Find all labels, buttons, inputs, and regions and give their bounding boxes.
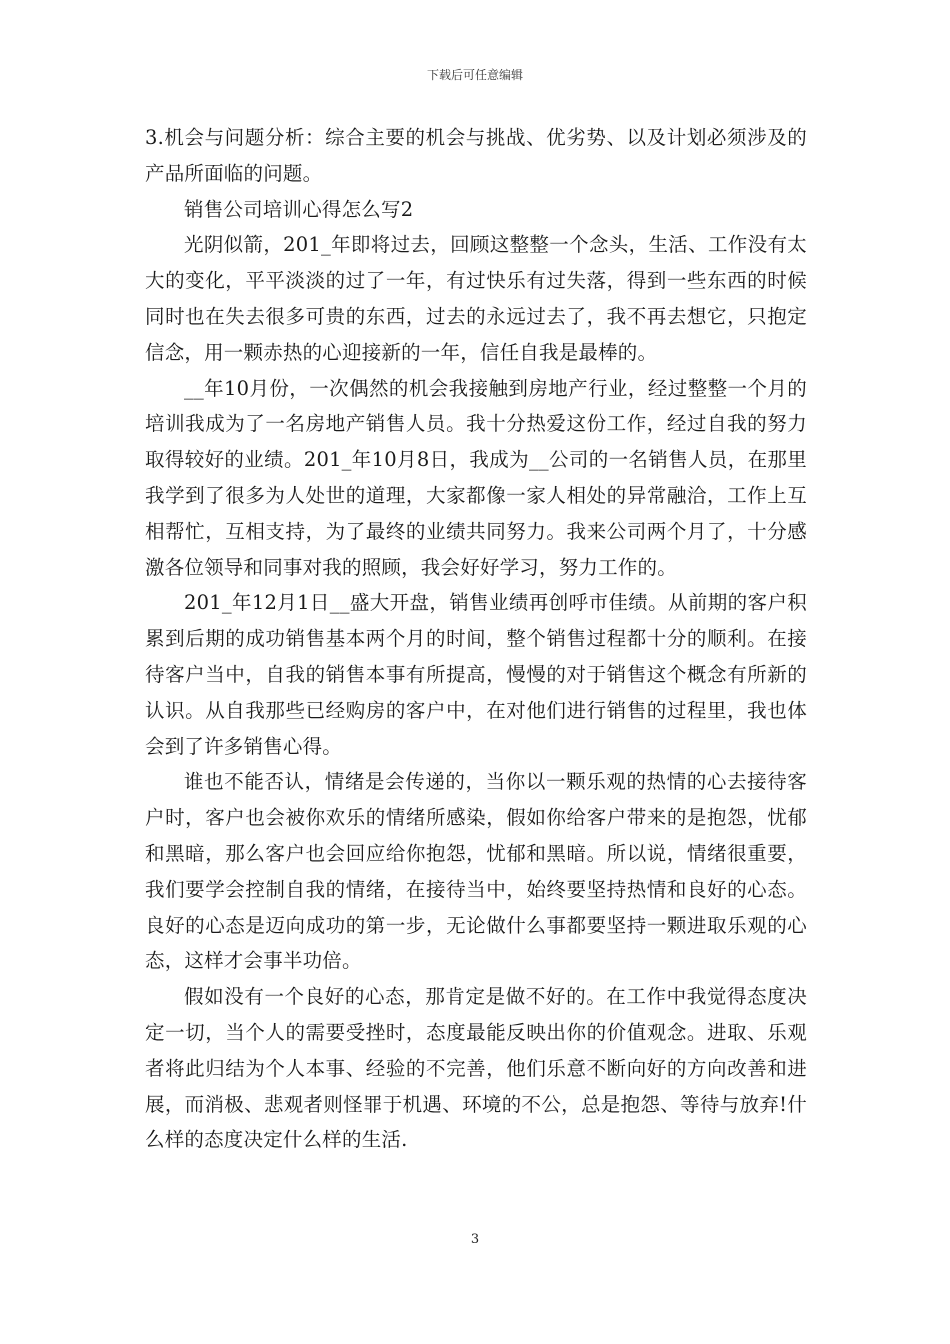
document-body (145, 120, 807, 1158)
section-heading: 销售公司培训心得怎么写2 (184, 197, 414, 221)
paragraph-intro: 光阴似箭，201_年即将过去，回顾这整整一个念头，生活、工作没有太大的变化，平平淡淡的过了一年，有过快乐有过失落，得到一些东西的时候同时也在失去很多可贵的东西，过去的永远过去了，我不再去想它，只抱定信念，用一颗赤热的心迎接新的一年，信任自我是最棒的。 (145, 233, 807, 364)
header-note: 下载后可任意编辑 (426, 68, 523, 82)
page-number: 3 (470, 1232, 480, 1247)
paragraph-opening-sales: 201_年12月1日__盛大开盘，销售业绩再创呼市佳绩。从前期的客户积累到后期的成功销售基本两个月的时间，整个销售过程都十分的顺利。在接待客户当中，自我的销售本事有所提高，慢慢的对于销售这个概念有所新的认识。从自我那些已经购房的客户中，在对他们进行销售的过程里，我也体会到了许多销售心得。 (145, 591, 807, 758)
paragraph-opportunity-analysis: 3.机会与问题分析：综合主要的机会与挑战、优劣势、以及计划必须涉及的产品所面临的问题。 (145, 126, 807, 185)
paragraph-emotions: 谁也不能否认，情绪是会传递的，当你以一颗乐观的热情的心去接待客户时，客户也会被你欢乐的情绪所感染，假如你给客户带来的是抱怨，忧郁和黑暗，那么客户也会回应给你抱怨，忧郁和黑暗。所以说，情绪很重要，我们要学会控制自我的情绪，在接待当中，始终要坚持热情和良好的心态。良好的心态是迈向成功的第一步，无论做什么事都要坚持一颗进取乐观的心态，这样才会事半功倍。 (145, 770, 807, 973)
paragraph-attitude: 假如没有一个良好的心态，那肯定是做不好的。在工作中我觉得态度决定一切，当个人的需要受挫时，态度最能反映出你的价值观念。进取、乐观者将此归结为个人本事、经验的不完善，他们乐意不断向好的方向改善和进展，而消极、悲观者则怪罪于机遇、环境的不公，总是抱怨、等待与放弃!什么样的态度决定什么样的生活. (145, 985, 807, 1152)
paragraph-joining-company: __年10月份，一次偶然的机会我接触到房地产行业，经过整整一个月的培训我成为了一名房地产销售人员。我十分热爱这份工作，经过自我的努力取得较好的业绩。201_年10月8日，我成为__公司的一名销售人员，在那里我学到了很多为人处世的道理，大家都像一家人相处的异常融洽，工作上互相帮忙，互相支持，为了最终的业绩共同努力。我来公司两个月了，十分感激各位领导和同事对我的照顾，我会好好学习，努力工作的。 (145, 376, 807, 579)
